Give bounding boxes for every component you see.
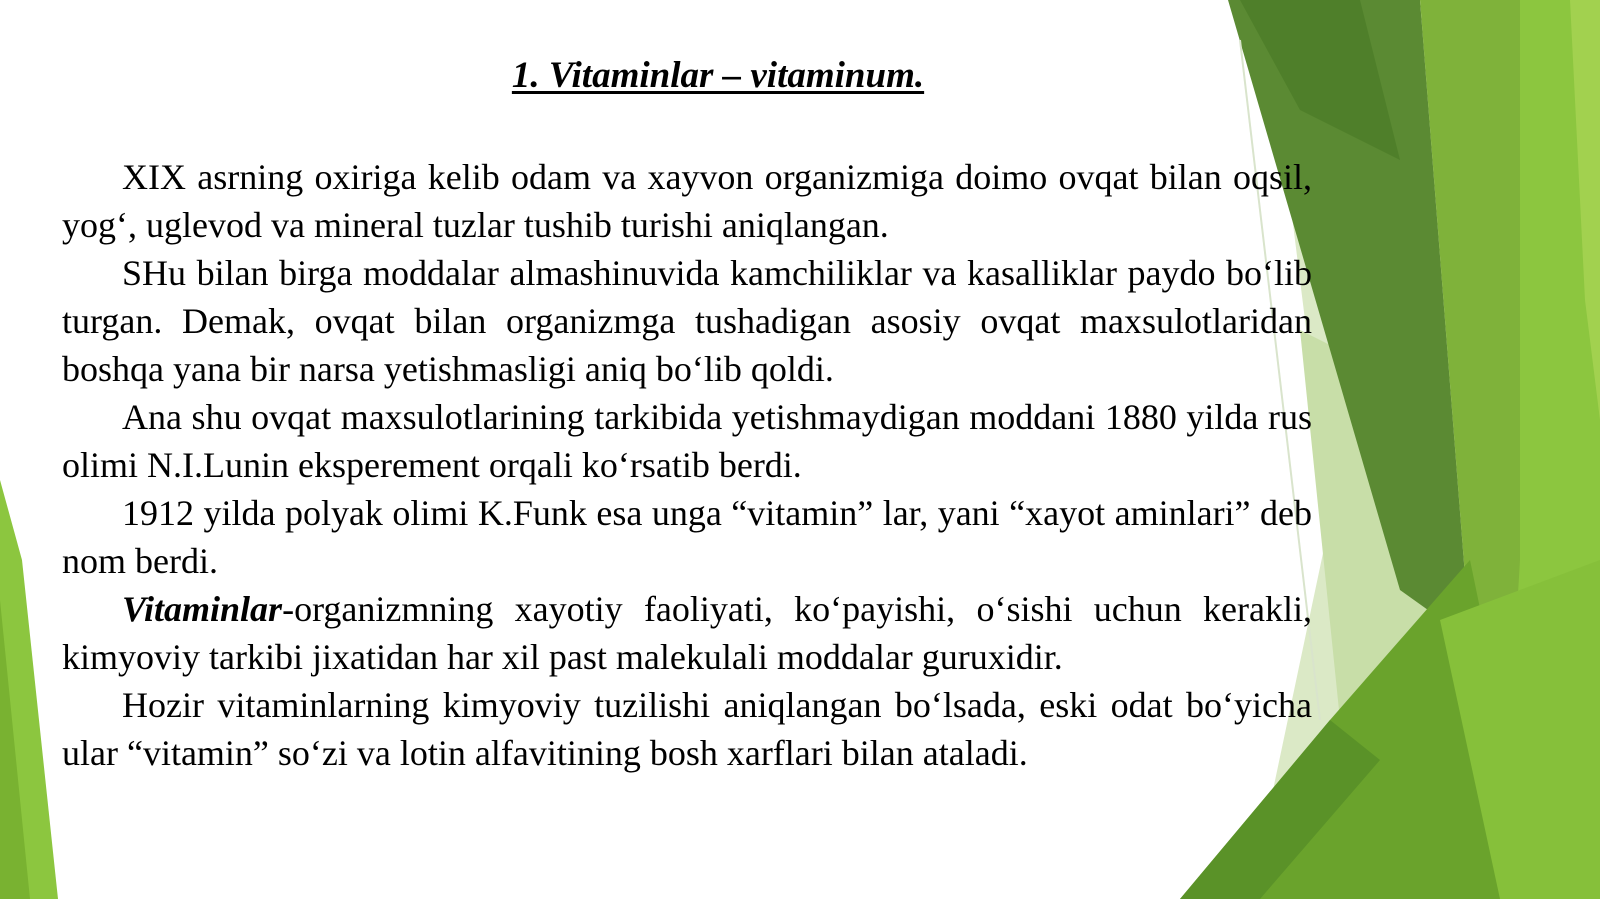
closing-paragraph: Hozir vitaminlarning kimyoviy tuzilishi aniqlangan bo‘lsada, eski odat bo‘yicha ular “vitamin” so‘zi va lotin alfavitining bosh xarflari bilan ataladi. — [62, 685, 1312, 773]
definition-paragraph — [62, 585, 1312, 681]
slide-title: 1. Vitaminlar – vitaminum. — [511, 55, 925, 96]
paragraph-2: SHu bilan birga moddalar almashinuvida kamchiliklar va kasalliklar paydo bo‘lib turgan. Demak, ovqat bilan organizmga tushadigan asosiy ovqat maxsulotlaridan boshqa yana bir narsa yetishmasligi aniq bo‘lib qoldi. — [62, 253, 1312, 389]
paragraph-4: 1912 yilda polyak olimi K.Funk esa unga “vitamin” lar, yani “xayot aminlari” deb nom berdi. — [62, 493, 1312, 581]
definition-term: Vitaminlar — [122, 589, 283, 629]
paragraph-3: Ana shu ovqat maxsulotlarining tarkibida yetishmaydigan moddani 1880 yilda rus olimi N.I.Lunin eksperement orqali ko‘rsatib berdi. — [62, 397, 1312, 485]
paragraph-1: XIX asrning oxiriga kelib odam va xayvon organizmiga doimo ovqat bilan oqsil, yog‘, uglevod va mineral tuzlar tushib turishi aniqlangan. — [62, 157, 1312, 245]
definition-text: -organizmning xayotiy faoliyati, ko‘payishi, o‘sishi uchun kerakli, kimyoviy tarkibi jixatidan har xil past malekulali moddalar guruxidir. — [62, 589, 1312, 677]
body-text — [62, 153, 1312, 777]
